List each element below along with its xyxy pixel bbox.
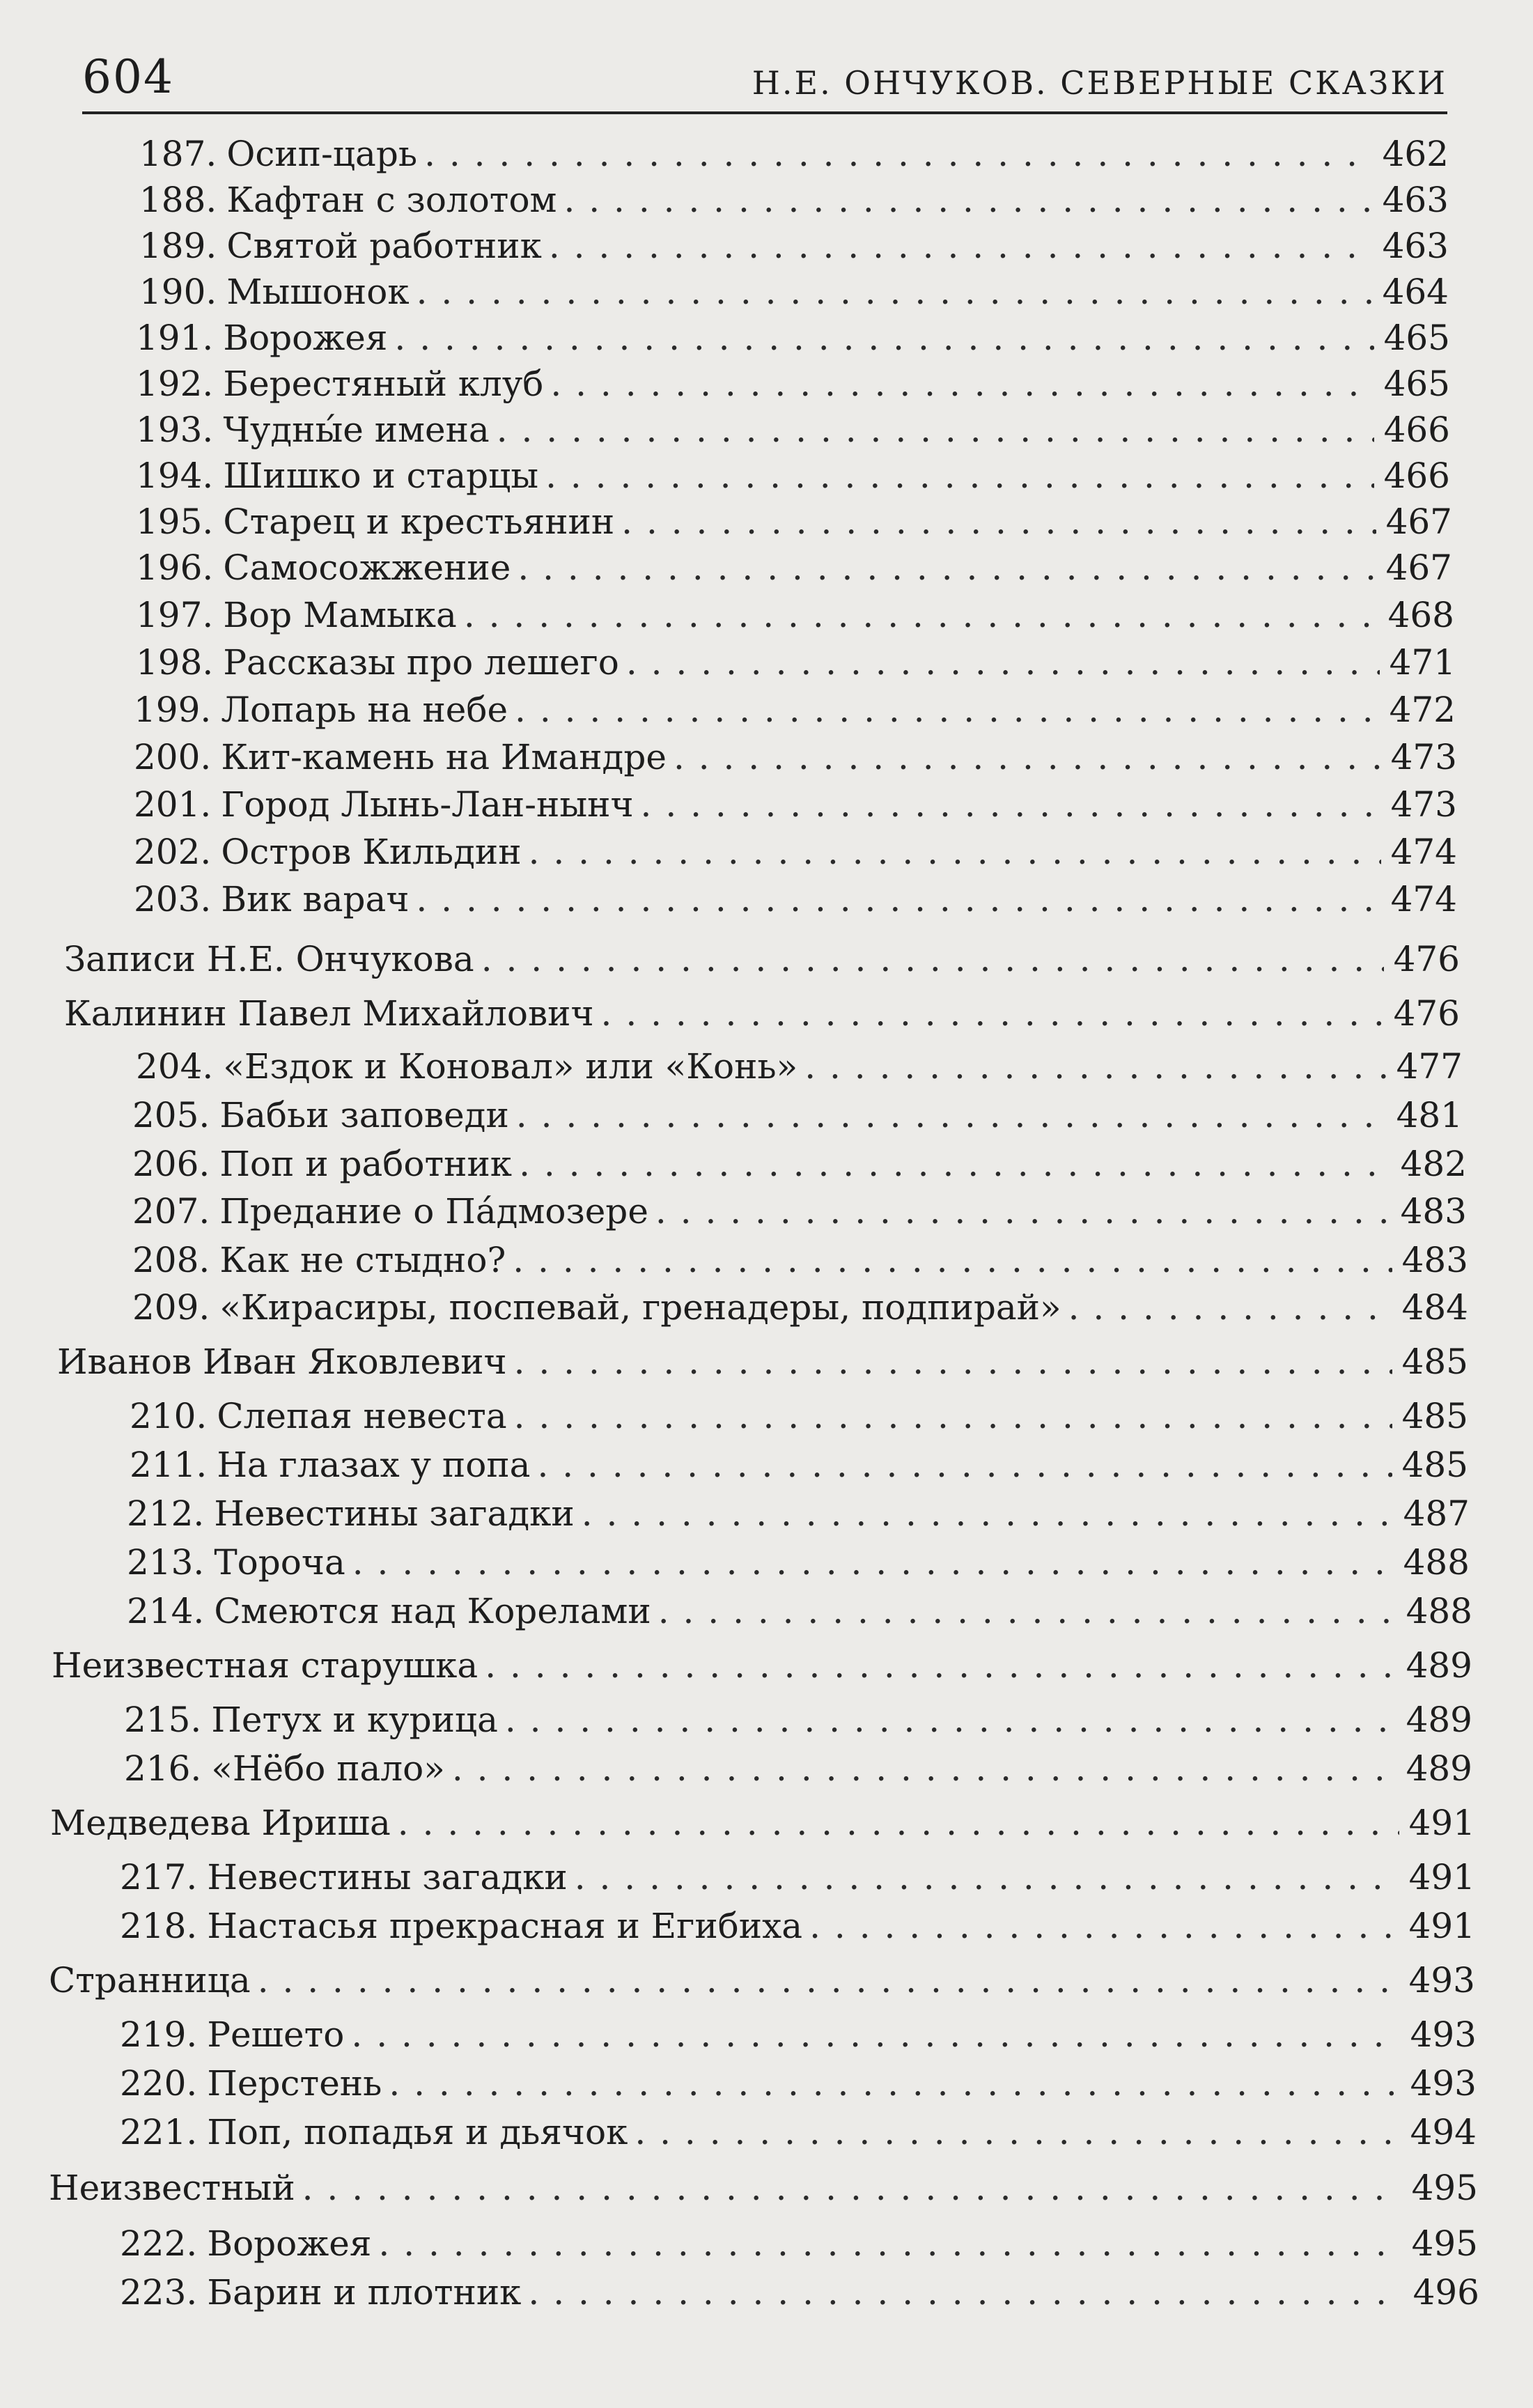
toc-entry-page: 481 xyxy=(1396,1095,1463,1135)
toc-entry xyxy=(120,2062,1477,2105)
toc-section-heading xyxy=(64,938,1460,981)
dot-leader xyxy=(809,1904,1399,1948)
toc-section-heading xyxy=(52,1644,1472,1687)
toc-entry xyxy=(120,2222,1478,2265)
toc-entry xyxy=(127,1492,1470,1535)
dot-leader xyxy=(515,688,1380,731)
toc-entry-title: Настасья прекрасная и Егибиха xyxy=(207,1906,803,1946)
dot-leader xyxy=(514,1340,1392,1383)
toc-entry-page: 474 xyxy=(1390,879,1457,919)
toc-entry-page: 485 xyxy=(1401,1396,1468,1436)
toc-entry-page: 487 xyxy=(1403,1493,1470,1534)
toc-entry xyxy=(139,270,1449,313)
toc-entry-title: Записи Н.Е. Ончукова xyxy=(64,939,474,979)
toc-entry-page: 466 xyxy=(1383,410,1450,450)
toc-entry-page: 489 xyxy=(1406,1748,1472,1789)
dot-leader xyxy=(658,1590,1396,1633)
toc-entry-number: 205. xyxy=(132,1095,210,1135)
dot-leader xyxy=(563,178,1372,222)
toc-entry-title: Решето xyxy=(207,2014,345,2055)
toc-entry-number: 194. xyxy=(136,456,214,496)
toc-entry-number: 197. xyxy=(136,595,214,635)
toc-entry-title: Мышонок xyxy=(226,272,410,312)
toc-entry-page: 493 xyxy=(1408,1960,1475,2001)
dot-leader xyxy=(674,736,1381,779)
toc-entry-number: 200. xyxy=(134,737,212,777)
toc-entry-number: 204. xyxy=(136,1046,214,1087)
toc-entry-title: Чудны́е имена xyxy=(223,410,490,450)
toc-entry-page: 463 xyxy=(1382,226,1449,266)
toc-entry-title: Странница xyxy=(49,1960,251,2001)
toc-entry-title: Поп и работник xyxy=(219,1144,513,1184)
dot-leader xyxy=(464,593,1378,637)
dot-leader xyxy=(417,270,1373,313)
toc-entry xyxy=(132,1286,1468,1329)
toc-entry xyxy=(134,688,1456,731)
dot-leader xyxy=(804,1045,1386,1088)
toc-entry xyxy=(136,641,1456,684)
toc-entry-page: 489 xyxy=(1406,1645,1472,1686)
toc-entry-number: 209. xyxy=(132,1287,210,1328)
toc-entry-title: Предание о Па́дмозере xyxy=(219,1191,648,1232)
toc-entry-page: 465 xyxy=(1383,318,1450,358)
toc-entry-page: 495 xyxy=(1411,2223,1478,2264)
toc-entry-number: 192. xyxy=(136,364,214,404)
toc-entry-page: 462 xyxy=(1382,134,1449,174)
toc-entry xyxy=(136,546,1452,589)
toc-entry-number: 222. xyxy=(120,2223,198,2264)
toc-entry-title: Ворожея xyxy=(207,2223,372,2264)
toc-entry-title: Кит-камень на Имандре xyxy=(221,737,667,777)
toc-entry-number: 213. xyxy=(127,1542,205,1583)
toc-entry-title: Поп, попадья и дьячок xyxy=(207,2112,628,2152)
toc-entry-page: 482 xyxy=(1400,1144,1467,1184)
dot-leader xyxy=(518,546,1376,589)
dot-leader xyxy=(545,454,1374,497)
toc-entry xyxy=(134,830,1457,873)
toc-entry-number: 214. xyxy=(127,1591,205,1631)
toc-entry-title: Невестины загадки xyxy=(214,1493,575,1534)
toc-entry-number: 207. xyxy=(132,1191,210,1232)
toc-entry-page: 488 xyxy=(1403,1542,1470,1583)
dot-leader xyxy=(394,316,1374,359)
toc-entry xyxy=(132,1190,1467,1233)
dot-leader xyxy=(575,1856,1399,1899)
toc-entry-number: 190. xyxy=(139,272,217,312)
toc-entry-title: Смеются над Корелами xyxy=(214,1591,651,1631)
toc-entry xyxy=(120,2271,1479,2314)
toc-entry-number: 223. xyxy=(120,2272,198,2313)
toc-entry-title: Самосожжение xyxy=(223,547,511,588)
toc-entry xyxy=(120,2111,1477,2154)
toc-entry xyxy=(134,783,1457,826)
toc-entry xyxy=(139,224,1449,267)
dot-leader xyxy=(505,1698,1396,1741)
toc-entry-title: Неизвестная старушка xyxy=(52,1645,478,1686)
toc-entry-page: 484 xyxy=(1401,1287,1468,1328)
toc-entry-title: Медведева Ириша xyxy=(50,1803,391,1843)
dot-leader xyxy=(258,1959,1399,2002)
toc-entry-page: 483 xyxy=(1401,1240,1468,1280)
toc-entry-title: Слепая невеста xyxy=(217,1396,507,1436)
toc-entry-title: Иванов Иван Яковлевич xyxy=(57,1342,507,1382)
toc-entry-title: Лопарь на небе xyxy=(221,690,508,730)
toc-entry-title: На глазах у попа xyxy=(217,1445,531,1485)
toc-entry-title: «Нёбо пало» xyxy=(211,1748,445,1789)
toc-entry-number: 218. xyxy=(120,1906,198,1946)
toc-entry-number: 215. xyxy=(124,1700,202,1740)
toc-entry-title: Барин и плотник xyxy=(207,2272,522,2313)
toc-entry-title: «Кирасиры, поспевай, гренадеры, подпирай» xyxy=(219,1287,1061,1328)
dot-leader xyxy=(529,830,1381,873)
dot-leader xyxy=(626,641,1380,684)
toc-entry-page: 496 xyxy=(1413,2272,1479,2313)
toc-entry-number: 208. xyxy=(132,1240,210,1280)
toc-entry-title: Остров Кильдин xyxy=(221,832,522,872)
dot-leader xyxy=(514,1395,1392,1438)
toc-entry-number: 220. xyxy=(120,2063,198,2104)
dot-leader xyxy=(302,2166,1402,2209)
toc-entry-title: «Ездок и Коновал» или «Конь» xyxy=(223,1046,798,1087)
dot-leader xyxy=(516,1094,1387,1137)
toc-entry xyxy=(127,1541,1470,1584)
toc-entry-title: Тороча xyxy=(214,1542,345,1583)
toc-entry-page: 467 xyxy=(1385,502,1452,542)
toc-entry-page: 491 xyxy=(1408,1857,1475,1897)
toc-entry-number: 193. xyxy=(136,410,214,450)
running-title: Н.Е. ОНЧУКОВ. СЕВЕРНЫЕ СКАЗКИ xyxy=(752,64,1447,102)
toc-entry-number: 219. xyxy=(120,2014,198,2055)
toc-entry-title: Вор Мамыка xyxy=(223,595,457,635)
toc-entry-title: Перстень xyxy=(207,2063,382,2104)
toc-entry-title: Ворожея xyxy=(223,318,388,358)
dot-leader xyxy=(655,1190,1391,1233)
toc-entry-page: 493 xyxy=(1410,2014,1477,2055)
toc-entry-page: 491 xyxy=(1408,1803,1475,1843)
toc-section-heading xyxy=(49,2166,1478,2209)
toc-entry-page: 467 xyxy=(1385,547,1452,588)
toc-entry xyxy=(132,1238,1468,1282)
dot-leader xyxy=(519,1142,1391,1186)
toc-entry-page: 489 xyxy=(1406,1700,1472,1740)
toc-entry-title: Город Лынь-Лан-нынч xyxy=(221,784,634,825)
toc-entry xyxy=(134,878,1457,921)
dot-leader xyxy=(641,783,1381,826)
dot-leader xyxy=(452,1747,1396,1790)
toc-entry-number: 195. xyxy=(136,502,214,542)
toc-entry-page: 468 xyxy=(1387,595,1454,635)
dot-leader xyxy=(601,992,1384,1035)
toc-entry-number: 206. xyxy=(132,1144,210,1184)
dot-leader xyxy=(513,1238,1392,1282)
toc-entry-number: 198. xyxy=(136,642,214,683)
dot-leader xyxy=(549,224,1373,267)
toc-entry-page: 465 xyxy=(1383,364,1450,404)
toc-section-heading xyxy=(50,1801,1475,1844)
toc-entry-page: 495 xyxy=(1411,2168,1478,2208)
toc-entry-title: Шишко и старцы xyxy=(223,456,539,496)
toc-entry xyxy=(130,1443,1468,1486)
toc-entry-number: 189. xyxy=(139,226,217,266)
toc-entry xyxy=(124,1747,1472,1790)
toc-entry-number: 210. xyxy=(130,1396,208,1436)
toc-entry-number: 211. xyxy=(130,1445,208,1485)
toc-entry-page: 464 xyxy=(1382,272,1449,312)
toc-entry xyxy=(134,736,1457,779)
toc-entry xyxy=(130,1395,1468,1438)
dot-leader xyxy=(352,1541,1394,1584)
toc-entry-title: Калинин Павел Михайлович xyxy=(64,993,594,1034)
toc-entry xyxy=(132,1094,1463,1137)
toc-entry-number: 203. xyxy=(134,879,212,919)
dot-leader xyxy=(497,408,1374,451)
toc-entry-number: 216. xyxy=(124,1748,202,1789)
toc-entry-number: 187. xyxy=(139,134,217,174)
toc-entry-number: 217. xyxy=(120,1857,198,1897)
toc-entry-page: 493 xyxy=(1410,2063,1477,2104)
toc-entry-page: 473 xyxy=(1390,737,1457,777)
dot-leader xyxy=(485,1644,1396,1687)
toc-entry-number: 196. xyxy=(136,547,214,588)
toc-entry xyxy=(136,500,1452,543)
dot-leader xyxy=(416,878,1380,921)
toc-entry xyxy=(127,1590,1472,1633)
toc-entry-title: Берестяный клуб xyxy=(223,364,544,404)
toc-entry-page: 488 xyxy=(1406,1591,1472,1631)
dot-leader xyxy=(351,2013,1400,2056)
toc-entry-title: Вик варач xyxy=(221,879,410,919)
toc-section-heading xyxy=(49,1959,1475,2002)
toc-entry-title: Кафтан с золотом xyxy=(226,180,557,220)
toc-section-heading xyxy=(64,992,1460,1035)
toc-entry xyxy=(136,1045,1463,1088)
toc-entry-page: 476 xyxy=(1393,993,1460,1034)
toc-entry-page: 476 xyxy=(1393,939,1460,979)
toc-entry-title: Неизвестный xyxy=(49,2168,295,2208)
dot-leader xyxy=(398,1801,1399,1844)
toc-entry xyxy=(124,1698,1472,1741)
toc-entry-page: 463 xyxy=(1382,180,1449,220)
toc-entry-title: Рассказы про лешего xyxy=(223,642,619,683)
toc-entry xyxy=(136,362,1450,405)
toc-entry-page: 483 xyxy=(1400,1191,1467,1232)
dot-leader xyxy=(537,1443,1392,1486)
toc-entry-page: 477 xyxy=(1396,1046,1463,1087)
dot-leader xyxy=(424,132,1373,176)
toc-entry-title: Петух и курица xyxy=(211,1700,498,1740)
toc-entry-page: 485 xyxy=(1401,1342,1468,1382)
toc-entry-number: 202. xyxy=(134,832,212,872)
toc-entry-title: Как не стыдно? xyxy=(219,1240,506,1280)
dot-leader xyxy=(550,362,1374,405)
dot-leader xyxy=(378,2222,1401,2265)
toc-entry-title: Святой работник xyxy=(226,226,542,266)
toc-entry-page: 494 xyxy=(1410,2112,1477,2152)
toc-entry-page: 491 xyxy=(1408,1906,1475,1946)
toc-entry xyxy=(136,593,1454,637)
toc-entry xyxy=(136,454,1450,497)
page-number: 604 xyxy=(82,50,174,104)
toc-entry-number: 221. xyxy=(120,2112,198,2152)
toc-entry xyxy=(136,408,1450,451)
toc-entry xyxy=(139,132,1449,176)
toc-section-heading xyxy=(57,1340,1468,1383)
dot-leader xyxy=(635,2111,1400,2154)
toc-entry-title: Осип-царь xyxy=(226,134,418,174)
toc-entry-page: 471 xyxy=(1389,642,1456,683)
toc-entry xyxy=(139,178,1449,222)
dot-leader xyxy=(582,1492,1394,1535)
toc-entry-number: 199. xyxy=(134,690,212,730)
toc-entry xyxy=(120,1856,1475,1899)
toc-entry-page: 466 xyxy=(1383,456,1450,496)
toc-entry-number: 201. xyxy=(134,784,212,825)
toc-entry-number: 188. xyxy=(139,180,217,220)
toc-entry-page: 485 xyxy=(1401,1445,1468,1485)
toc-entry-page: 472 xyxy=(1389,690,1456,730)
dot-leader xyxy=(481,938,1384,981)
toc-entry xyxy=(120,2013,1477,2056)
toc-entry-number: 191. xyxy=(136,318,214,358)
dot-leader xyxy=(1068,1286,1392,1329)
toc-entry-title: Старец и крестьянин xyxy=(223,502,615,542)
dot-leader xyxy=(389,2062,1400,2105)
toc-entry xyxy=(132,1142,1467,1186)
dot-leader xyxy=(528,2271,1403,2314)
toc-entry xyxy=(136,316,1450,359)
toc-entry xyxy=(120,1904,1475,1948)
dot-leader xyxy=(621,500,1376,543)
toc-entry-title: Бабьи заповеди xyxy=(219,1095,509,1135)
toc-entry-title: Невестины загадки xyxy=(207,1857,568,1897)
toc-entry-number: 212. xyxy=(127,1493,205,1534)
toc-entry-page: 474 xyxy=(1390,832,1457,872)
toc-entry-page: 473 xyxy=(1390,784,1457,825)
